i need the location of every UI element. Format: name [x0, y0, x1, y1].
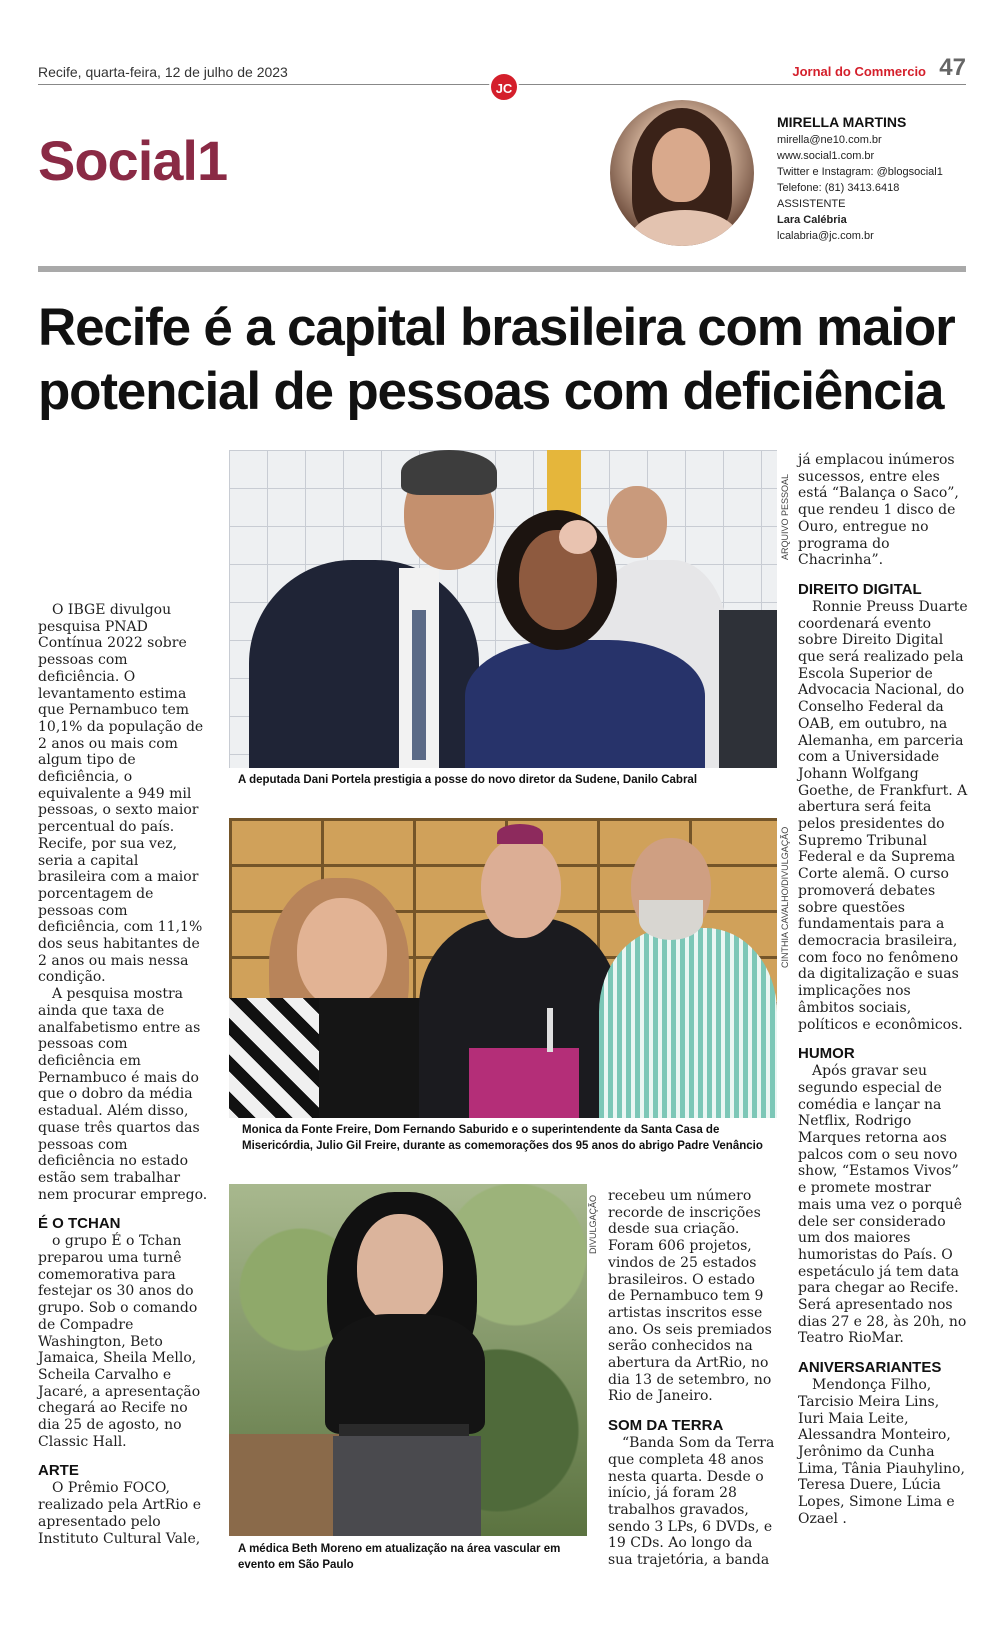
- tchan-heading: É O TCHAN: [38, 1215, 121, 1233]
- photo2-credit: CINTHIA CAVALHO/DIVULGAÇÃO: [780, 826, 790, 968]
- publication-date: Recife, quarta-feira, 12 de julho de 2023: [38, 64, 288, 80]
- tchan-text: o grupo É o Tchan preparou uma turnê comemorativa para festejar os 30 anos do grupo. Sob o comando de Compadre Washington, Beto Jamaica, Sheila Mello, Scheila Carvalho e Jacaré, a apresentação chegará ao Recife no dia 25 de agosto, no Classic Hall.: [38, 1233, 201, 1450]
- intro-paragraph-2: A pesquisa mostra ainda que taxa de analfabetismo entre as pessoas com deficiência em Pernambuco é mais do que o dobro da média estadual. Além disso, quase três quartos das pessoas com deficiência no estado estão sem trabalhar nem procurar emprego.: [38, 986, 208, 1203]
- page-number: 47: [939, 54, 966, 81]
- columnist-website: www.social1.com.br: [777, 150, 875, 162]
- main-headline: Recife é a capital brasileira com maior potencial de pessoas com deficiência: [38, 298, 955, 421]
- aniversariantes-text: Mendonça Filho, Tarcisio Meira Lins, Iuri Maia Leite, Alessandra Monteiro, Jerônimo da Cunha Lima, Tânia Piauhylino, Teresa Duere, Lúcia Lopes, Simone Lima e Ozael .: [798, 1377, 965, 1527]
- photo1-caption: A deputada Dani Portela prestigia a posse do novo diretor da Sudene, Danilo Cabral: [238, 774, 698, 786]
- som-heading: SOM DA TERRA: [608, 1417, 724, 1435]
- som-text: “Banda Som da Terra que completa 48 anos nesta quarta. Desde o início, já foram 28 trabalhos gravados, sendo 3 LPs, 6 DVDs, e 19 CDs. Ao longo da sua trajetória, a banda: [608, 1435, 775, 1569]
- column-left: [38, 602, 208, 1547]
- jc-logo-icon: JC: [489, 72, 519, 102]
- photo-dani-portela: [229, 450, 777, 768]
- assistant-name: Lara Calébria: [777, 214, 847, 226]
- intro-paragraph-1: O IBGE divulgou pesquisa PNAD Contínua 2022 sobre pessoas com deficiência. O levantamento estima que Pernambuco tem 10,1% da população de 2 anos ou mais com algum tipo de deficiência, o equivalente a 949 mil pessoas, o sexto maior percentual do país. Recife, por sua vez, seria a capital brasileira com a maior porcentagem de pessoas com deficiência, com 11,1% dos seus habitantes de 2 anos ou mais nessa condição.: [38, 602, 204, 986]
- direito-text: Ronnie Preuss Duarte coordenará evento sobre Direito Digital que será realizado pela Escola Superior de Advocacia Nacional, do Conselho Federal da OAB, em outubro, na Alemanha, em parceria com a Universidade Johann Wolfgang Goethe, de Frankfurt. A abertura será feita pelos presidentes do Supremo Tribunal Federal e da Suprema Corte alemã. O curso promoverá debates sobre questões fundamentais para a democracia brasileira, com foco no fenômeno da digitalização e suas implicações nos âmbitos sociais, políticos e econômicos.: [798, 598, 968, 1033]
- section-title: Social1: [38, 129, 228, 192]
- section-divider: [38, 266, 966, 272]
- columnist-phone: Telefone: (81) 3413.6418: [777, 182, 900, 194]
- top-bar: [38, 54, 966, 96]
- columnist-name: MIRELLA MARTINS: [777, 114, 907, 130]
- columnist-email: mirella@ne10.com.br: [777, 134, 882, 146]
- arte-continued: recebeu um número recorde de inscrições desde sua criação. Foram 606 projetos, vindos de 25 estados brasileiros. O estado de Pernambuco tem 9 artistas inscritos esse ano. Os seis premiados serão conhecidos na abertura da ArtRio, no dia 13 de setembro, no Rio de Janeiro.: [608, 1188, 772, 1405]
- aniversariantes-heading: ANIVERSARIANTES: [798, 1359, 942, 1377]
- som-continued: já emplacou inúmeros sucessos, entre eles está “Balança o Saco”, que rendeu 1 disco de Ouro, entregue no programa do Chacrinha”.: [798, 452, 959, 569]
- column-middle: [608, 1188, 776, 1569]
- arte-heading: ARTE: [38, 1462, 79, 1480]
- columnist-portrait: [610, 100, 754, 246]
- photo3-credit: DIVULGAÇÃO: [588, 1194, 598, 1254]
- newspaper-name: Jornal do Commercio: [792, 64, 926, 79]
- columnist-info: [777, 112, 977, 244]
- assistant-label: ASSISTENTE: [777, 198, 846, 210]
- photo2-caption: Monica da Fonte Freire, Dom Fernando Saburido e o superintendente da Santa Casa de Misericórdia, Julio Gil Freire, durante as comemorações dos 95 anos do abrigo Padre Venâncio: [242, 1124, 763, 1152]
- photo3-caption: A médica Beth Moreno em atualização na área vascular em evento em São Paulo: [238, 1543, 561, 1571]
- column-right: [798, 452, 968, 1527]
- humor-text: Após gravar seu segundo especial de comédia e lançar na Netflix, Rodrigo Marques retorna aos palcos com o seu novo show, “Estamos Vivos” e promete mostrar mais uma vez o porquê dele ser considerado um dos maiores humoristas do País. O espetáculo já tem data para chegar ao Recife. Será apresentado nos dias 27 e 28, às 20h, no Teatro RioMar.: [798, 1063, 967, 1347]
- columnist-social: Twitter e Instagram: @blogsocial1: [777, 166, 943, 178]
- humor-heading: HUMOR: [798, 1045, 855, 1063]
- photo-padre-venancio: [229, 818, 777, 1118]
- direito-heading: DIREITO DIGITAL: [798, 580, 922, 598]
- photo-beth-moreno: [229, 1184, 587, 1536]
- photo1-credit: ARQUIVO PESSOAL: [780, 473, 790, 560]
- arte-text: O Prêmio FOCO, realizado pela ArtRio e apresentado pelo Instituto Cultural Vale,: [38, 1480, 201, 1547]
- assistant-email: lcalabria@jc.com.br: [777, 230, 874, 242]
